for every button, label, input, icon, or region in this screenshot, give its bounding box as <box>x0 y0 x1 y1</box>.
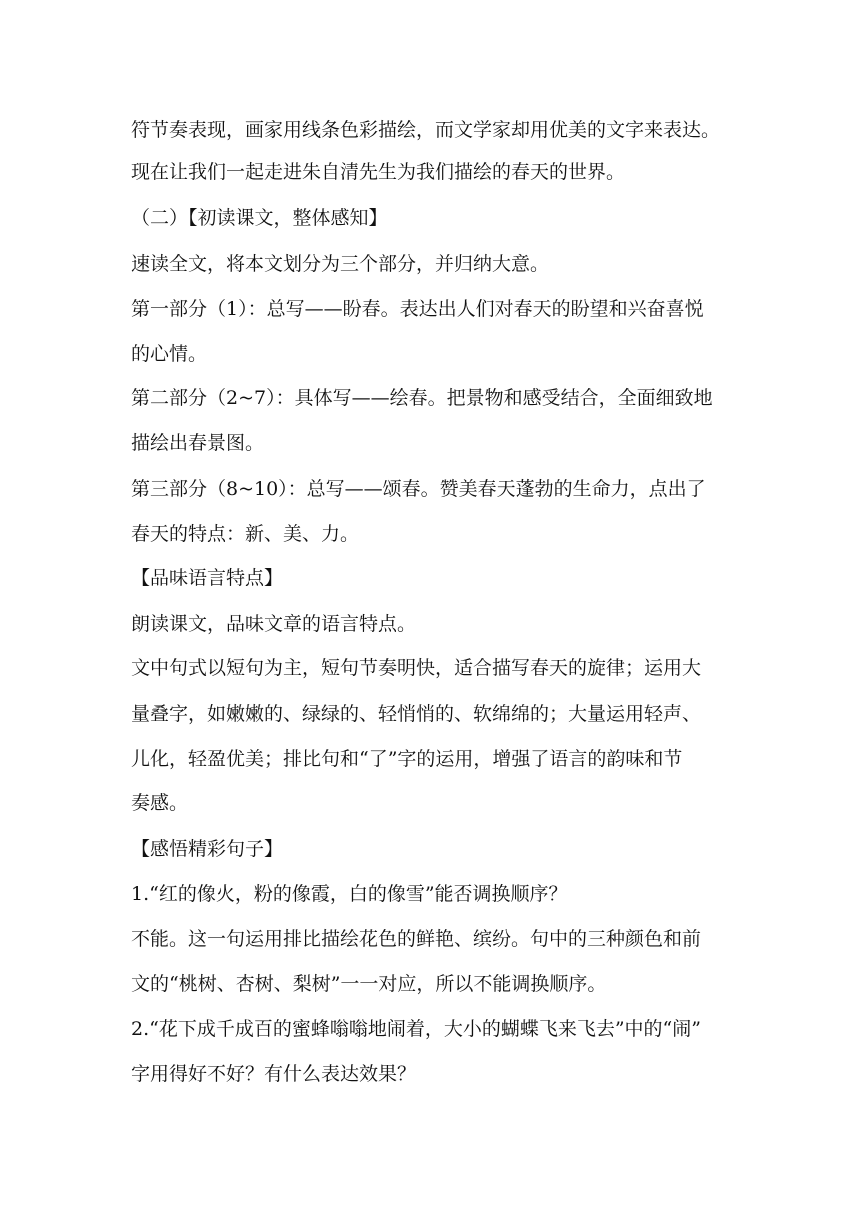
section-heading: （二）【初读课文，整体感知】 <box>131 207 388 229</box>
question-line: 1.“红的像火，粉的像霞，白的像雪”能否调换顺序？ <box>131 883 568 905</box>
text-line: 速读全文，将本文划分为三个部分，并归纳大意。 <box>131 253 550 275</box>
text-line: 不能。这一句运用排比描绘花色的鲜艳、缤纷。句中的三种颜色和前 <box>131 928 702 950</box>
text-line: 第二部分（2~7）：具体写——绘春。把景物和感受结合，全面细致地 <box>131 387 713 409</box>
text-line: 第三部分（8~10）：总写——颂春。赞美春天蓬勃的生命力，点出了 <box>131 478 706 500</box>
text-line: 儿化，轻盈优美；排比句和“了”字的运用，增强了语言的韵味和节 <box>131 748 683 770</box>
question-line: 2.“花下成千成百的蜜蜂嗡嗡地闹着，大小的蝴蝶飞来飞去”中的“闹” <box>131 1018 701 1040</box>
text-line: 文中句式以短句为主，短句节奏明快，适合描写春天的旋律；运用大 <box>131 657 702 679</box>
text-line: 的心情。 <box>131 343 208 365</box>
text-line: 现在让我们一起走进朱自清先生为我们描绘的春天的世界。 <box>131 161 626 183</box>
text-line: 奏感。 <box>131 792 189 814</box>
text-line: 符节奏表现，画家用线条色彩描绘，而文学家却用优美的文字来表达。 <box>131 119 721 141</box>
section-heading: 【品味语言特点】 <box>131 567 284 589</box>
text-line: 春天的特点：新、美、力。 <box>131 523 360 545</box>
text-line: 描绘出春景图。 <box>131 432 265 454</box>
section-heading: 【感悟精彩句子】 <box>131 838 284 860</box>
question-line: 字用得好不好？有什么表达效果？ <box>131 1063 417 1085</box>
text-line: 第一部分（1）：总写——盼春。表达出人们对春天的盼望和兴奋喜悦 <box>131 298 704 320</box>
text-line: 量叠字，如嫩嫩的、绿绿的、轻悄悄的、软绵绵的；大量运用轻声、 <box>131 703 702 725</box>
text-line: 朗读课文，品味文章的语言特点。 <box>131 613 417 635</box>
text-line: 文的“桃树、杏树、梨树”一一对应，所以不能调换顺序。 <box>131 973 607 995</box>
